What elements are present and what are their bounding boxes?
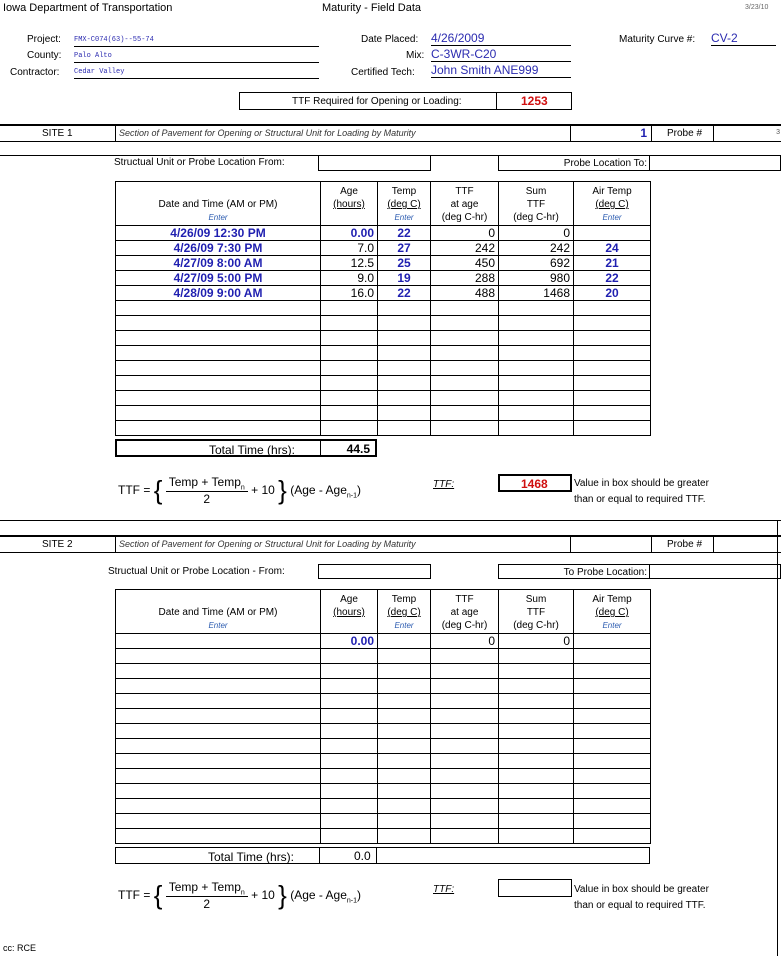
cell-air[interactable] bbox=[574, 406, 651, 421]
site1-probe-label: Probe # bbox=[667, 128, 703, 139]
cell-age bbox=[321, 649, 378, 664]
cell-air[interactable] bbox=[574, 724, 651, 739]
site1-number-field[interactable] bbox=[570, 125, 652, 141]
cell-datetime[interactable] bbox=[116, 376, 321, 391]
table-row bbox=[116, 301, 651, 316]
site1-ttf-label: TTF: bbox=[433, 479, 455, 490]
cell-ttf bbox=[431, 346, 499, 361]
site2-probe-label: Probe # bbox=[667, 539, 703, 550]
cell-age bbox=[321, 694, 378, 709]
cell-air[interactable] bbox=[574, 799, 651, 814]
site2-ttf-label: TTF: bbox=[433, 884, 455, 895]
col-sum: Sum TTF (deg C-hr) bbox=[499, 590, 574, 634]
site1-total-divider bbox=[320, 441, 321, 455]
cell-ttf bbox=[431, 814, 499, 829]
cell-sum bbox=[499, 316, 574, 331]
cell-age bbox=[321, 799, 378, 814]
cell-air[interactable] bbox=[574, 679, 651, 694]
cell-temp[interactable] bbox=[378, 406, 431, 421]
cell-air[interactable] bbox=[574, 739, 651, 754]
site1-data-table bbox=[115, 181, 651, 436]
cell-datetime[interactable] bbox=[116, 634, 321, 649]
site1-divider bbox=[115, 125, 116, 141]
cell-sum bbox=[499, 301, 574, 316]
table-row bbox=[116, 391, 651, 406]
cell-datetime[interactable]: 4/26/09 7:30 PM bbox=[116, 241, 321, 256]
cell-temp[interactable] bbox=[378, 346, 431, 361]
cell-temp[interactable] bbox=[378, 829, 431, 844]
cell-air[interactable] bbox=[574, 754, 651, 769]
cell-temp[interactable] bbox=[378, 376, 431, 391]
site2-number-field[interactable] bbox=[570, 536, 652, 552]
cell-age bbox=[321, 346, 378, 361]
site2-total-divider-a bbox=[319, 848, 320, 863]
site2-bar bbox=[0, 536, 781, 553]
cell-age bbox=[321, 724, 378, 739]
cell-sum bbox=[499, 799, 574, 814]
form-code: 3/23/10 bbox=[745, 4, 769, 11]
cell-datetime[interactable] bbox=[116, 829, 321, 844]
table-row bbox=[116, 679, 651, 694]
cell-datetime[interactable] bbox=[116, 391, 321, 406]
cell-datetime[interactable]: 4/27/09 8:00 AM bbox=[116, 256, 321, 271]
cell-temp[interactable] bbox=[378, 739, 431, 754]
cell-age: 9.0 bbox=[321, 271, 378, 286]
right-border bbox=[777, 520, 778, 956]
site1-total-value: 44.5 bbox=[346, 442, 370, 456]
site2-from-field[interactable] bbox=[318, 564, 431, 579]
cell-ttf bbox=[431, 664, 499, 679]
table-row bbox=[116, 649, 651, 664]
site1-ttf-formula: TTF = { $\frac{Temp + Temp_n}{2}$ + 10 } (Age - Age$_{n-1}$) bbox=[118, 475, 362, 507]
site1-from-field[interactable] bbox=[318, 155, 431, 171]
cell-sum: 692 bbox=[499, 256, 574, 271]
cell-ttf bbox=[431, 799, 499, 814]
cell-temp[interactable] bbox=[378, 664, 431, 679]
table-row bbox=[116, 346, 651, 361]
cell-datetime[interactable] bbox=[116, 301, 321, 316]
cell-datetime[interactable]: 4/28/09 9:00 AM bbox=[116, 286, 321, 301]
site2-total-value: 0.0 bbox=[354, 849, 371, 863]
site2-to-field[interactable] bbox=[649, 564, 781, 579]
site1-to-field[interactable] bbox=[649, 155, 781, 171]
curve-field[interactable]: CV-2 bbox=[711, 31, 776, 46]
site1-bar bbox=[0, 125, 781, 142]
table-row bbox=[116, 421, 651, 436]
cell-air[interactable] bbox=[574, 361, 651, 376]
cell-ttf: 450 bbox=[431, 256, 499, 271]
cell-sum bbox=[499, 709, 574, 724]
cert-tech-label: Certified Tech: bbox=[351, 67, 415, 78]
cell-temp[interactable] bbox=[378, 814, 431, 829]
cell-age: 0.00 bbox=[321, 226, 378, 241]
cell-air[interactable] bbox=[574, 784, 651, 799]
table-row bbox=[116, 664, 651, 679]
cell-ttf bbox=[431, 361, 499, 376]
cell-age: 16.0 bbox=[321, 286, 378, 301]
table-row bbox=[116, 769, 651, 784]
cell-sum bbox=[499, 391, 574, 406]
cell-ttf bbox=[431, 376, 499, 391]
ttf-required-value[interactable]: 1253 bbox=[521, 94, 548, 108]
cell-ttf bbox=[431, 406, 499, 421]
site1-to-label: Probe Location To: bbox=[563, 158, 647, 169]
cell-air[interactable]: 20 bbox=[574, 286, 651, 301]
cell-air[interactable] bbox=[574, 316, 651, 331]
cell-temp[interactable] bbox=[378, 709, 431, 724]
cell-ttf: 0 bbox=[431, 634, 499, 649]
cell-datetime[interactable] bbox=[116, 361, 321, 376]
cell-datetime[interactable] bbox=[116, 784, 321, 799]
cell-datetime[interactable] bbox=[116, 316, 321, 331]
cell-air[interactable] bbox=[574, 226, 651, 241]
cell-age bbox=[321, 679, 378, 694]
cell-air[interactable] bbox=[574, 829, 651, 844]
contractor-field[interactable] bbox=[74, 65, 319, 79]
cell-sum bbox=[499, 346, 574, 361]
cell-temp[interactable] bbox=[378, 649, 431, 664]
cell-datetime[interactable] bbox=[116, 679, 321, 694]
cell-sum: 980 bbox=[499, 271, 574, 286]
table-row bbox=[116, 361, 651, 376]
cert-tech-field[interactable]: John Smith ANE999 bbox=[431, 63, 571, 78]
cell-datetime[interactable]: 4/27/09 5:00 PM bbox=[116, 271, 321, 286]
table-row bbox=[116, 829, 651, 844]
col-sum: Sum TTF (deg C-hr) bbox=[499, 182, 574, 226]
col-air: Air Temp (deg C) Enter bbox=[574, 182, 651, 226]
cell-datetime[interactable] bbox=[116, 649, 321, 664]
contractor-label: Contractor: bbox=[10, 67, 60, 78]
site1-label: SITE 1 bbox=[42, 128, 73, 139]
cell-temp[interactable] bbox=[378, 754, 431, 769]
cell-temp[interactable]: 22 bbox=[378, 226, 431, 241]
cell-ttf: 242 bbox=[431, 241, 499, 256]
ttf-required-divider bbox=[496, 93, 497, 109]
cell-age bbox=[321, 754, 378, 769]
col-datetime: Date and Time (AM or PM) Enter bbox=[116, 182, 321, 226]
cell-air[interactable] bbox=[574, 391, 651, 406]
site2-note-2: than or equal to required TTF. bbox=[574, 900, 706, 911]
cell-sum bbox=[499, 649, 574, 664]
cell-air[interactable] bbox=[574, 301, 651, 316]
cell-air[interactable] bbox=[574, 331, 651, 346]
project-field[interactable] bbox=[74, 33, 319, 47]
cell-ttf bbox=[431, 301, 499, 316]
site2-label: SITE 2 bbox=[42, 539, 73, 550]
mix-label: Mix: bbox=[406, 50, 425, 61]
cell-datetime[interactable]: 4/26/09 12:30 PM bbox=[116, 226, 321, 241]
col-air: Air Temp (deg C) Enter bbox=[574, 590, 651, 634]
cell-datetime[interactable] bbox=[116, 406, 321, 421]
site2-header-row bbox=[116, 590, 651, 634]
cell-sum: 0 bbox=[499, 634, 574, 649]
cell-air[interactable]: 24 bbox=[574, 241, 651, 256]
cell-air[interactable] bbox=[574, 664, 651, 679]
site1-total-box bbox=[115, 439, 377, 457]
cell-sum bbox=[499, 421, 574, 436]
cell-temp[interactable] bbox=[378, 316, 431, 331]
cell-age bbox=[321, 406, 378, 421]
cell-age bbox=[321, 301, 378, 316]
cell-air[interactable] bbox=[574, 346, 651, 361]
cell-age bbox=[321, 814, 378, 829]
cell-temp[interactable] bbox=[378, 634, 431, 649]
site2-rule-a bbox=[0, 520, 781, 521]
cell-air[interactable] bbox=[574, 814, 651, 829]
cell-age bbox=[321, 829, 378, 844]
cell-ttf bbox=[431, 829, 499, 844]
cell-ttf bbox=[431, 724, 499, 739]
site1-note-1: Value in box should be greater bbox=[574, 478, 709, 489]
org-name: Iowa Department of Transportation bbox=[3, 2, 173, 14]
date-placed-label: Date Placed: bbox=[361, 34, 419, 45]
cell-air[interactable] bbox=[574, 649, 651, 664]
cell-temp[interactable] bbox=[378, 724, 431, 739]
col-age: Age (hours) bbox=[321, 590, 378, 634]
site2-probe-field[interactable] bbox=[713, 536, 781, 552]
cell-temp[interactable] bbox=[378, 331, 431, 346]
form-title: Maturity - Field Data bbox=[322, 2, 422, 14]
cell-sum bbox=[499, 829, 574, 844]
cell-age: 0.00 bbox=[321, 634, 378, 649]
site2-to-box bbox=[498, 564, 650, 579]
col-age: Age (hours) bbox=[321, 182, 378, 226]
cell-ttf bbox=[431, 316, 499, 331]
cell-air[interactable] bbox=[574, 709, 651, 724]
cell-sum bbox=[499, 754, 574, 769]
cell-sum bbox=[499, 814, 574, 829]
site2-divider bbox=[115, 536, 116, 552]
ttf-required-label: TTF Required for Opening or Loading: bbox=[292, 96, 462, 107]
county-value: Palo Alto bbox=[74, 52, 112, 60]
cell-sum bbox=[499, 376, 574, 391]
col-temp: Temp (deg C) Enter bbox=[378, 590, 431, 634]
site1-probe-value: 3 bbox=[776, 129, 780, 136]
cell-datetime[interactable] bbox=[116, 799, 321, 814]
cell-ttf bbox=[431, 391, 499, 406]
cell-age bbox=[321, 769, 378, 784]
site2-to-label: To Probe Location: bbox=[563, 567, 647, 578]
cell-ttf: 488 bbox=[431, 286, 499, 301]
cell-ttf bbox=[431, 679, 499, 694]
cell-sum bbox=[499, 769, 574, 784]
table-row bbox=[116, 799, 651, 814]
cell-datetime[interactable] bbox=[116, 421, 321, 436]
mix-field[interactable]: C-3WR-C20 bbox=[431, 47, 571, 62]
cell-sum bbox=[499, 331, 574, 346]
cell-air[interactable] bbox=[574, 421, 651, 436]
cell-sum: 1468 bbox=[499, 286, 574, 301]
cell-temp[interactable] bbox=[378, 391, 431, 406]
cell-temp[interactable] bbox=[378, 694, 431, 709]
site2-note-1: Value in box should be greater bbox=[574, 884, 709, 895]
site1-header-row bbox=[116, 182, 651, 226]
cell-sum bbox=[499, 406, 574, 421]
col-temp: Temp (deg C) Enter bbox=[378, 182, 431, 226]
cell-sum: 0 bbox=[499, 226, 574, 241]
table-row bbox=[116, 256, 651, 271]
ttf-required-box bbox=[239, 92, 572, 110]
cell-air[interactable] bbox=[574, 694, 651, 709]
cell-ttf bbox=[431, 694, 499, 709]
county-field[interactable] bbox=[74, 49, 319, 63]
cell-ttf bbox=[431, 754, 499, 769]
cell-air[interactable] bbox=[574, 769, 651, 784]
cell-age bbox=[321, 316, 378, 331]
site2-ttf-box bbox=[498, 879, 572, 897]
site1-to-box bbox=[498, 155, 650, 171]
cell-datetime[interactable] bbox=[116, 709, 321, 724]
cell-temp[interactable] bbox=[378, 799, 431, 814]
site1-from-label: Structual Unit or Probe Location From: bbox=[114, 157, 285, 168]
cell-age bbox=[321, 391, 378, 406]
site1-number: 1 bbox=[640, 126, 647, 140]
cell-temp[interactable] bbox=[378, 784, 431, 799]
site2-total-divider-b bbox=[376, 848, 377, 863]
cell-air[interactable] bbox=[574, 376, 651, 391]
cell-age bbox=[321, 331, 378, 346]
col-ttf: TTF at age (deg C-hr) bbox=[431, 182, 499, 226]
site1-ttf-box bbox=[498, 474, 572, 492]
cell-age bbox=[321, 664, 378, 679]
cell-air[interactable]: 21 bbox=[574, 256, 651, 271]
cell-temp[interactable] bbox=[378, 301, 431, 316]
contractor-value: Cedar Valley bbox=[74, 68, 125, 76]
table-row bbox=[116, 634, 651, 649]
cell-datetime[interactable] bbox=[116, 331, 321, 346]
cell-sum bbox=[499, 664, 574, 679]
table-row bbox=[116, 271, 651, 286]
cell-temp[interactable]: 19 bbox=[378, 271, 431, 286]
cell-ttf bbox=[431, 421, 499, 436]
table-row bbox=[116, 316, 651, 331]
site2-data-table bbox=[115, 589, 651, 844]
cell-datetime[interactable] bbox=[116, 694, 321, 709]
table-row bbox=[116, 226, 651, 241]
cell-ttf bbox=[431, 331, 499, 346]
table-row bbox=[116, 376, 651, 391]
cell-ttf bbox=[431, 709, 499, 724]
table-row bbox=[116, 739, 651, 754]
cell-temp[interactable]: 27 bbox=[378, 241, 431, 256]
cell-temp[interactable] bbox=[378, 679, 431, 694]
cell-sum: 242 bbox=[499, 241, 574, 256]
cell-age bbox=[321, 421, 378, 436]
table-row bbox=[116, 754, 651, 769]
cell-ttf bbox=[431, 739, 499, 754]
cell-ttf bbox=[431, 784, 499, 799]
cell-air[interactable]: 22 bbox=[574, 271, 651, 286]
cell-sum bbox=[499, 724, 574, 739]
site2-ttf-formula: TTF = { $\frac{Temp + Temp_n}{2}$ + 10 } (Age - Age$_{n-1}$) bbox=[118, 880, 362, 912]
cell-sum bbox=[499, 784, 574, 799]
table-row bbox=[116, 286, 651, 301]
col-ttf: TTF at age (deg C-hr) bbox=[431, 590, 499, 634]
table-row bbox=[116, 331, 651, 346]
cell-temp[interactable] bbox=[378, 361, 431, 376]
cell-ttf bbox=[431, 769, 499, 784]
cell-datetime[interactable] bbox=[116, 664, 321, 679]
project-label: Project: bbox=[27, 34, 61, 45]
cell-age bbox=[321, 784, 378, 799]
cell-sum bbox=[499, 679, 574, 694]
cell-age bbox=[321, 739, 378, 754]
cell-datetime[interactable] bbox=[116, 769, 321, 784]
table-row bbox=[116, 709, 651, 724]
table-row bbox=[116, 784, 651, 799]
curve-label: Maturity Curve #: bbox=[619, 34, 696, 45]
cell-sum bbox=[499, 361, 574, 376]
cell-temp[interactable] bbox=[378, 421, 431, 436]
cell-ttf bbox=[431, 649, 499, 664]
cell-datetime[interactable] bbox=[116, 814, 321, 829]
cell-sum bbox=[499, 739, 574, 754]
table-row bbox=[116, 724, 651, 739]
site2-section-text: Section of Pavement for Opening or Structural Unit for Loading by Maturity bbox=[119, 539, 416, 549]
table-row bbox=[116, 406, 651, 421]
site2-total-box bbox=[115, 847, 650, 864]
cell-age bbox=[321, 709, 378, 724]
table-row bbox=[116, 694, 651, 709]
cell-age bbox=[321, 376, 378, 391]
cell-temp[interactable] bbox=[378, 769, 431, 784]
site1-note-2: than or equal to required TTF. bbox=[574, 494, 706, 505]
site2-total-label: Total Time (hrs): bbox=[208, 850, 295, 864]
site1-probe-field[interactable] bbox=[713, 125, 781, 141]
cell-ttf: 288 bbox=[431, 271, 499, 286]
cell-datetime[interactable] bbox=[116, 739, 321, 754]
county-label: County: bbox=[27, 50, 62, 61]
footer-cc: cc: RCE bbox=[3, 943, 37, 953]
cell-age: 7.0 bbox=[321, 241, 378, 256]
cell-temp[interactable]: 25 bbox=[378, 256, 431, 271]
table-row bbox=[116, 814, 651, 829]
site2-from-label: Structual Unit or Probe Location - From: bbox=[108, 566, 285, 577]
cell-sum bbox=[499, 694, 574, 709]
cell-temp[interactable]: 22 bbox=[378, 286, 431, 301]
site1-total-label: Total Time (hrs): bbox=[209, 443, 296, 457]
date-placed-field[interactable]: 4/26/2009 bbox=[431, 31, 571, 46]
cell-age bbox=[321, 361, 378, 376]
project-value: FMX-C074(63)--55-74 bbox=[74, 36, 154, 44]
cell-air[interactable] bbox=[574, 634, 651, 649]
cell-datetime[interactable] bbox=[116, 346, 321, 361]
col-datetime: Date and Time (AM or PM) Enter bbox=[116, 590, 321, 634]
cell-datetime[interactable] bbox=[116, 724, 321, 739]
cell-age: 12.5 bbox=[321, 256, 378, 271]
site1-ttf-value: 1468 bbox=[521, 477, 548, 491]
site1-section-text: Section of Pavement for Opening or Structural Unit for Loading by Maturity bbox=[119, 128, 416, 138]
cell-datetime[interactable] bbox=[116, 754, 321, 769]
table-row bbox=[116, 241, 651, 256]
cell-ttf: 0 bbox=[431, 226, 499, 241]
